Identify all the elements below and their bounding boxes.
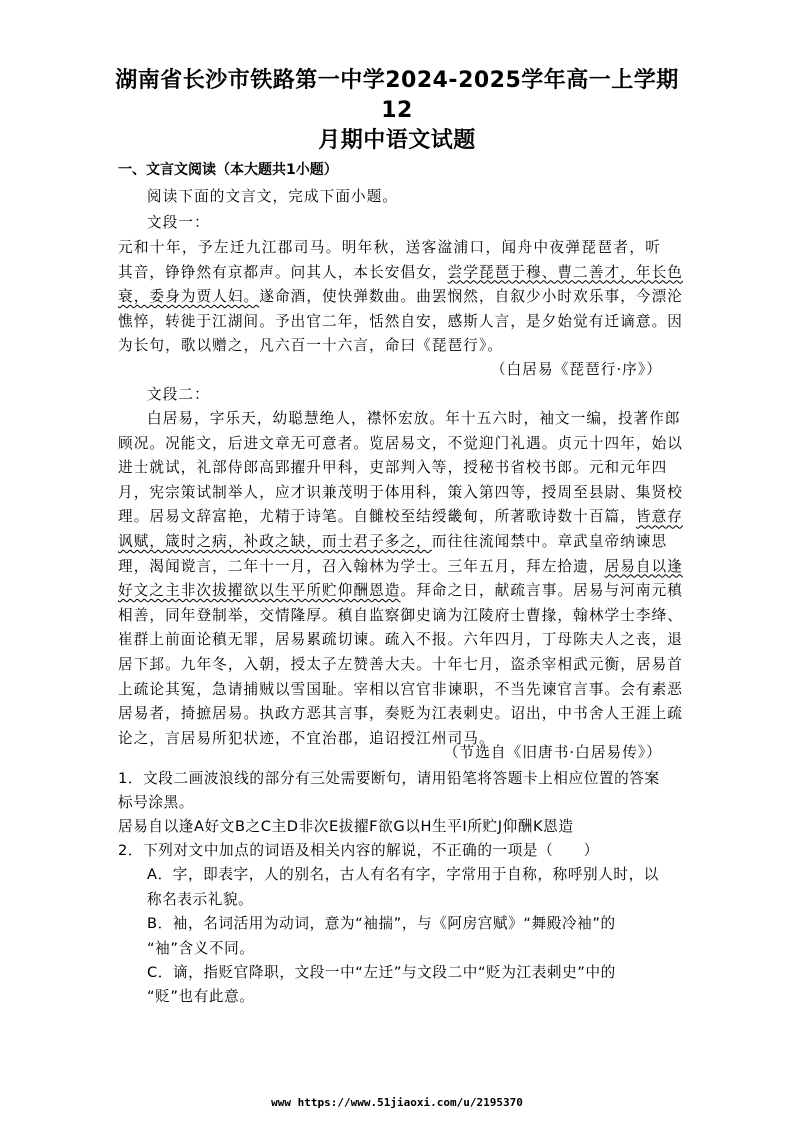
passage2-line [118, 530, 668, 551]
text-run: 理，渴闻谠言，二年十一月，召入翰林为学士。三年五月，拜左拾遗， [118, 557, 605, 575]
page-title [100, 66, 694, 156]
passage1-line [118, 310, 683, 331]
option-b-cont: “袖”含义不同。 [147, 940, 255, 957]
passage1-line [118, 334, 503, 355]
passage2-line [118, 555, 683, 576]
text-run: 上疏论其冤，急请捕贼以雪国耻。宰相以宫官非谏职，不当先谏官言事。会有素恶 [118, 680, 683, 698]
text-run: 相善，同年登制举，交情隆厚。稹自监察御史谪为江陵府士曹掾，翰林学士李绛、 [118, 606, 683, 624]
wavy-underlined-text: 皆意存 [635, 508, 683, 526]
option-a: A．字，即表字，人的别名，古人有名有字，字常用于自称，称呼别人时，以 [147, 866, 659, 883]
text-run: 。拜命之日，献疏言事。居易与河南元稹 [400, 582, 683, 600]
text-run: 元和十年，予左迁九江郡司马。明年秋，送客湓浦口，闻舟中夜弹琵琶者，听 [118, 239, 661, 256]
text-run: 憔悴，转徙于江湖间。予出官二年，恬然自安，感斯人言，是夕始觉有迁谪意。因 [118, 312, 683, 330]
text-run: 其音，铮铮然有京都声。问其人，本长安倡女， [118, 263, 448, 281]
passage1-line [118, 236, 661, 257]
wavy-underlined-text: 好文之主非次拔擢欲以生平所贮仰酬恩造 [118, 582, 401, 600]
option-a-cont: 称名表示礼貌。 [147, 891, 254, 908]
wavy-underlined-text: 居易自以逢 [604, 557, 683, 575]
title-line-2: 月期中语文试题 [318, 128, 476, 153]
text-run: 顾况。况能文，后进文章无可意者。览居易文，不觉迎门礼遇。贞元十四年，始以 [118, 434, 683, 452]
passage2-line [118, 702, 683, 723]
passage2-line [118, 653, 683, 674]
passage1-label: 文段一： [147, 214, 210, 231]
section-heading: 一、文言文阅读（本大题共1小题） [118, 162, 338, 178]
wavy-underlined-text: 尝学琵琶于穆、曹二善才，年长色 [447, 263, 683, 281]
question-1-stem: 1．文段二画波浪线的部分有三处需要断句，请用铅笔将答题卡上相应位置的答案 [118, 770, 660, 787]
passage2-label: 文段二： [147, 386, 210, 403]
wavy-underlined-text: 衰，委身为贾人妇。 [118, 288, 260, 305]
passage2-line [118, 628, 683, 649]
passage2-line [118, 456, 668, 477]
passage2-line [118, 481, 683, 502]
text-run: 为长句，歌以赠之，凡六百一十六言，命曰《琵琶行》。 [118, 337, 504, 354]
passage2-source: （节选自《旧唐书·白居易传》） [443, 744, 662, 761]
passage2-line [118, 432, 683, 453]
text-run: 论之，言居易所犯状迹，不宜治郡，追诏授江州司马。 [118, 729, 495, 747]
option-c-cont: “贬”也有此意。 [147, 988, 255, 1005]
text-run: 白居易，字乐天，幼聪慧绝人，襟怀宏放。年十五六时，袖文一编，投著作郎 [147, 410, 681, 427]
text-run: 进士就试，礼部侍郎高郢擢升甲科，吏部判入等，授秘书省校书郎。元和元年四 [118, 459, 668, 477]
option-b: B．袖，名词活用为动词，意为“袖揣”，与《阿房宫赋》“舞殿冷袖”的 [147, 915, 616, 932]
text-run: 居易者，掎摭居易。执政方恶其言事，奏贬为江表刺史。诏出，中书舍人王涯上疏 [118, 705, 683, 723]
instruction-text: 阅读下面的文言文，完成下面小题。 [147, 188, 399, 205]
passage2-line [118, 505, 683, 526]
option-c: C．谪，指贬官降职，文段一中“左迁”与文段二中“贬为江表刺史”中的 [147, 964, 616, 981]
footer-watermark-url: www https://www.51jiaoxi.com/u/2195370 [271, 1096, 523, 1109]
wavy-underlined-text: 讽赋，箴时之病，补政之缺，而士君子多之， [118, 533, 432, 550]
text-run: 遂命酒，使快弹数曲。曲罢悯然，自叙少小时欢乐事，今漂沦 [259, 288, 683, 305]
passage1-line [118, 285, 683, 306]
question-1-options: 居易自以逢A好文B之C主D非次E拔擢F欲G以H生平I所贮J仰酬K恩造 [118, 818, 574, 835]
passage1-source: （白居易《琵琶行·序》） [490, 361, 662, 378]
text-run: 崔群上前面论稹无罪，居易累疏切谏。疏入不报。六年四月，丁母陈夫人之丧，退 [118, 631, 683, 649]
passage2-line [147, 407, 681, 428]
text-run: 理。居易文辞富艳，尤精于诗笔。自雠校至结绶畿甸，所著歌诗数十百篇， [118, 508, 636, 526]
text-run: 月，宪宗策试制举人，应才识兼茂明于体用科，策入第四等，授周至县尉、集贤校 [118, 483, 683, 501]
text-run: 而往往流闻禁中。章武皇帝纳谏思 [431, 533, 668, 550]
question-2-stem: 2．下列对文中加点的词语及相关内容的解说，不正确的一项是（ ） [118, 842, 599, 859]
title-line-1: 湖南省长沙市铁路第一中学2024-2025学年高一上学期12 [115, 68, 679, 123]
passage2-line [118, 579, 683, 600]
passage1-line [118, 261, 683, 282]
passage2-line [118, 604, 683, 625]
passage2-line [118, 727, 495, 748]
passage2-line [118, 678, 683, 699]
text-run: 居下邽。九年冬，入朝，授太子左赞善大夫。十年七月，盗杀宰相武元衡，居易首 [118, 656, 683, 673]
question-1-stem-cont: 标号涂黑。 [118, 794, 194, 811]
